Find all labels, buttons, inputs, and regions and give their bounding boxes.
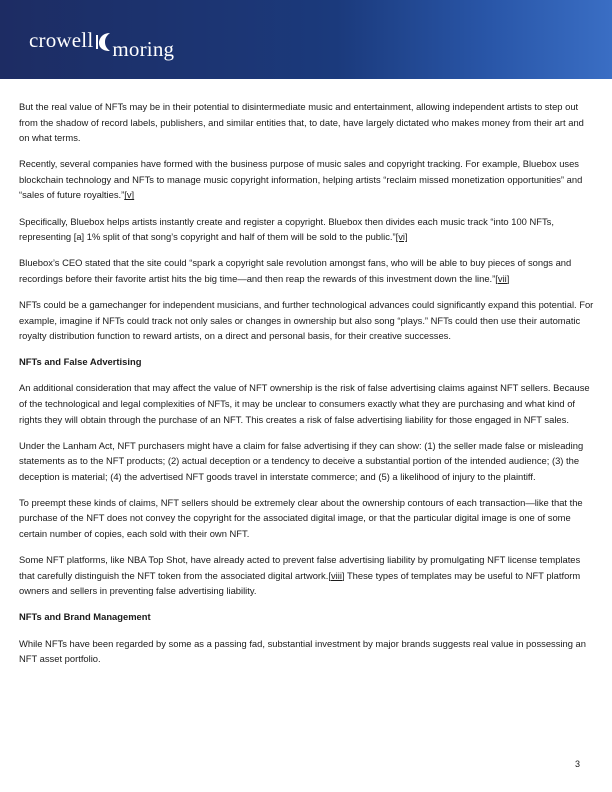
logo-word-crowell: crowell xyxy=(29,28,94,52)
logo-word-moring: moring xyxy=(112,37,175,61)
paragraph-text: Some NFT platforms, like NBA Top Shot, have already acted to prevent false advertising liability by promulgating NFT license templates that carefully distinguish the NFT token from the associated digital artwork. xyxy=(19,554,581,581)
paragraph-text: Specifically, Bluebox helps artists instantly create and register a copyright. Bluebox then divides each music track “into 100 NFTs, representing [a] 1% split of that song’s copyright and half of them will be sold to the public.” xyxy=(19,215,554,243)
paragraph-preempt-claims: To preempt these kinds of claims, NFT sellers should be extremely clear about the ownership contours of each transaction—like that the purchase of the NFT does not convey the copyright for the associated digital image, or that the particular digital image is one of some certain number of copies, each sold with their own NFT. xyxy=(19,496,583,540)
footnote-link-v[interactable]: [v] xyxy=(124,189,135,201)
footnote-link-vii[interactable]: [vii] xyxy=(495,272,510,284)
logo-mark-icon xyxy=(95,31,111,53)
paragraph-intro: But the real value of NFTs may be in their potential to disintermediate music and entertainment, allowing independent artists to step out from the shadow of record labels, publishers, and similar entities that, to date, have largely dictated who makes money from their art and on what terms. xyxy=(19,101,584,144)
paragraph-gamechanger: NFTs could be a gamechanger for independent musicians, and further technological advances could significantly expand this potential. For example, imagine if NFTs could track not only sales or changes in ownership but also song “plays.” NFTs could then use their automatic royalty distribution function to reward artists, on a direct and personal basis, for their creative successes. xyxy=(19,298,594,342)
article-body xyxy=(19,99,594,677)
paragraph-lanham-act: Under the Lanham Act, NFT purchasers might have a claim for false advertising if they can show: (1) the seller made false or misleading statements as to the NFT products; (2) actual deception or a tendency to deceive a substantial portion of the intended audience; (3) the deception is material; (4) the advertised NFT goods travel in interstate commerce; and (5) a likelihood of injury to the plaintiff. xyxy=(19,439,584,482)
paragraph-false-advertising-risk: An additional consideration that may affect the value of NFT ownership is the risk of false advertising claims against NFT sellers. Because of the technological and legal complexities of NFTs, it may be unclear to consumers exactly what they are purchasing and what kind of rights they will obtain through the purchase of an NFT. This creates a risk of false advertising liability for those engaged in NFT sales. xyxy=(19,382,590,425)
paragraph-bluebox-ceo xyxy=(19,255,594,286)
paragraph-text: These types of templates may be useful to NFT platform owners and sellers in preventing false advertising liability. xyxy=(19,569,581,597)
paragraph-bluebox xyxy=(19,156,594,203)
footnote-link-vi[interactable]: [vi] xyxy=(395,231,408,243)
paragraph-text: Bluebox’s CEO stated that the site could “spark a copyright sale revolution amongst fans, who will be able to buy pieces of songs and recordings before their favorite artist hits the big time—and then reap the rewards of this investment down the line.” xyxy=(19,257,572,284)
crowell-moring-logo xyxy=(29,30,174,60)
paragraph-nft-platforms xyxy=(19,552,594,599)
paragraph-text: Recently, several companies have formed with the business purpose of music sales and copyright tracking. For example, Bluebox uses blockchain technology and NFTs to manage music copyright information, helping artists “reclaim missed monetization opportunities” and “sales of future royalties.” xyxy=(19,158,583,201)
footnote-link-viii[interactable]: [viii] xyxy=(328,569,345,581)
paragraph-bluebox-copyright xyxy=(19,214,594,245)
heading-false-advertising: NFTs and False Advertising xyxy=(19,356,142,368)
heading-brand-management: NFTs and Brand Management xyxy=(19,611,151,623)
page-header xyxy=(0,0,612,79)
page-number: 3 xyxy=(575,759,581,769)
paragraph-brand-investment: While NFTs have been regarded by some as a passing fad, substantial investment by major brands suggests real value in possessing an NFT asset portfolio. xyxy=(19,637,586,665)
